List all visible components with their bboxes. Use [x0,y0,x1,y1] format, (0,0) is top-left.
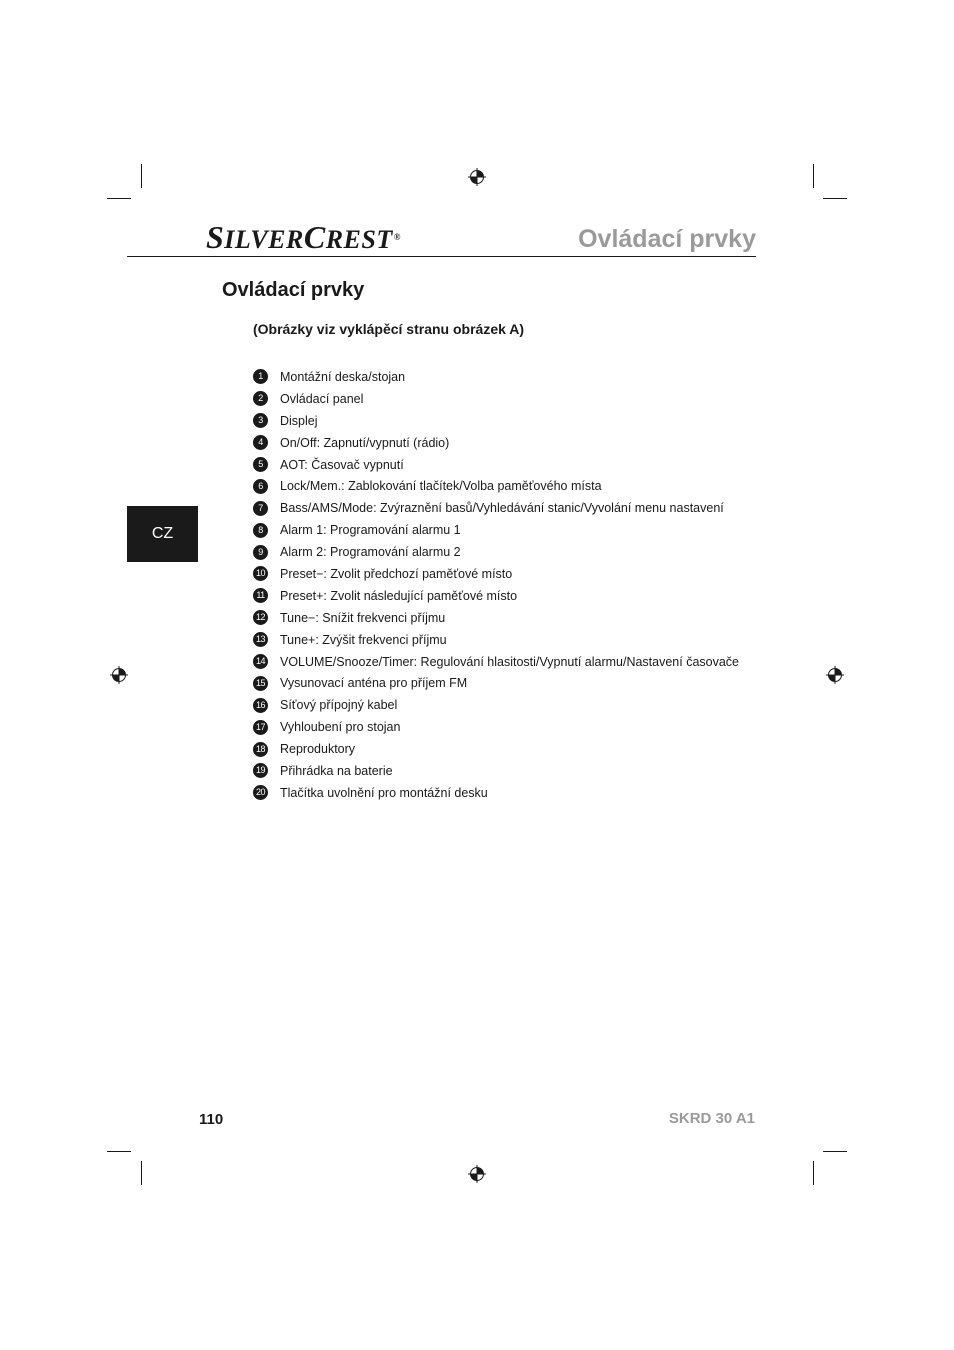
item-label: AOT: Časovač vypnutí [280,457,404,472]
list-item [253,497,739,519]
item-number-badge: 7 [253,501,268,516]
list-item [253,585,739,607]
item-number-badge: 3 [253,413,268,428]
list-item [253,541,739,563]
item-label: Preset−: Zvolit předchozí paměťové místo [280,566,513,581]
item-label: Lock/Mem.: Zablokování tlačítek/Volba paměťového místa [280,479,602,494]
item-number-badge: 4 [253,435,268,450]
crop-mark [813,1161,814,1185]
item-label: Tune+: Zvýšit frekvenci příjmu [280,632,447,647]
item-number-badge: 20 [253,785,268,800]
item-number-badge: 2 [253,391,268,406]
item-label: Bass/AMS/Mode: Zvýraznění basů/Vyhledávání stanic/Vyvolání menu nastavení [280,501,724,516]
registered-mark: ® [393,232,401,242]
item-number-badge: 9 [253,545,268,560]
logo-text: REST [325,225,393,254]
registration-mark-icon [468,168,486,186]
item-label: Síťový přípojný kabel [280,698,398,713]
crop-mark [813,164,814,188]
item-label: Alarm 1: Programování alarmu 1 [280,523,461,538]
list-item [253,694,739,716]
section-subtitle: (Obrázky viz vyklápěcí stranu obrázek A) [253,321,525,337]
item-label: On/Off: Zapnutí/vypnutí (rádio) [280,435,450,450]
list-item [253,475,739,497]
item-label: Tlačítka uvolnění pro montážní desku [280,785,488,800]
item-number-badge: 1 [253,369,268,384]
list-item [253,782,739,804]
header-divider [127,256,756,257]
item-number-badge: 13 [253,632,268,647]
list-item [253,672,739,694]
item-number-badge: 11 [253,588,268,603]
item-label: Alarm 2: Programování alarmu 2 [280,545,461,560]
list-item [253,519,739,541]
item-label: Tune−: Snížit frekvenci příjmu [280,610,446,625]
item-label: Montážní deska/stojan [280,369,406,384]
list-item [253,651,739,673]
crop-mark [107,198,131,199]
item-number-badge: 5 [253,457,268,472]
item-number-badge: 17 [253,720,268,735]
logo-text: ILVER [224,225,304,254]
item-number-badge: 18 [253,742,268,757]
item-number-badge: 16 [253,698,268,713]
item-number-badge: 6 [253,479,268,494]
list-item [253,629,739,651]
list-item [253,716,739,738]
item-label: Displej [280,413,318,428]
list-item [253,454,739,476]
item-number-badge: 15 [253,676,268,691]
logo-letter: C [303,219,326,255]
list-item [253,738,739,760]
registration-mark-icon [826,666,844,684]
item-label: Reproduktory [280,742,356,757]
language-tab: CZ [127,506,198,562]
item-label: Vysunovací anténa pro příjem FM [280,676,468,691]
item-label: Preset+: Zvolit následující paměťové místo [280,588,518,603]
list-item [253,388,739,410]
registration-mark-icon [110,666,128,684]
crop-mark [141,1161,142,1185]
registration-mark-icon [468,1165,486,1183]
list-item [253,607,739,629]
item-number-badge: 19 [253,763,268,778]
list-item [253,432,739,454]
crop-mark [107,1151,131,1152]
item-label: Přihrádka na baterie [280,763,393,778]
controls-list [253,366,739,804]
item-label: VOLUME/Snooze/Timer: Regulování hlasitosti/Vypnutí alarmu/Nastavení časovače [280,654,740,669]
item-label: Ovládací panel [280,391,364,406]
model-number: SKRD 30 A1 [668,1110,755,1127]
brand-logo [206,219,401,255]
section-title: Ovládací prvky [222,279,365,301]
crop-mark [823,198,847,199]
item-number-badge: 10 [253,566,268,581]
list-item [253,410,739,432]
list-item [253,760,739,782]
item-number-badge: 12 [253,610,268,625]
crop-mark [141,164,142,188]
item-number-badge: 14 [253,654,268,669]
list-item [253,366,739,388]
header-title: Ovládací prvky [578,225,756,253]
crop-mark [823,1151,847,1152]
item-label: Vyhloubení pro stojan [280,720,401,735]
logo-letter: S [206,219,225,255]
list-item [253,563,739,585]
page-number: 110 [199,1111,224,1128]
item-number-badge: 8 [253,523,268,538]
